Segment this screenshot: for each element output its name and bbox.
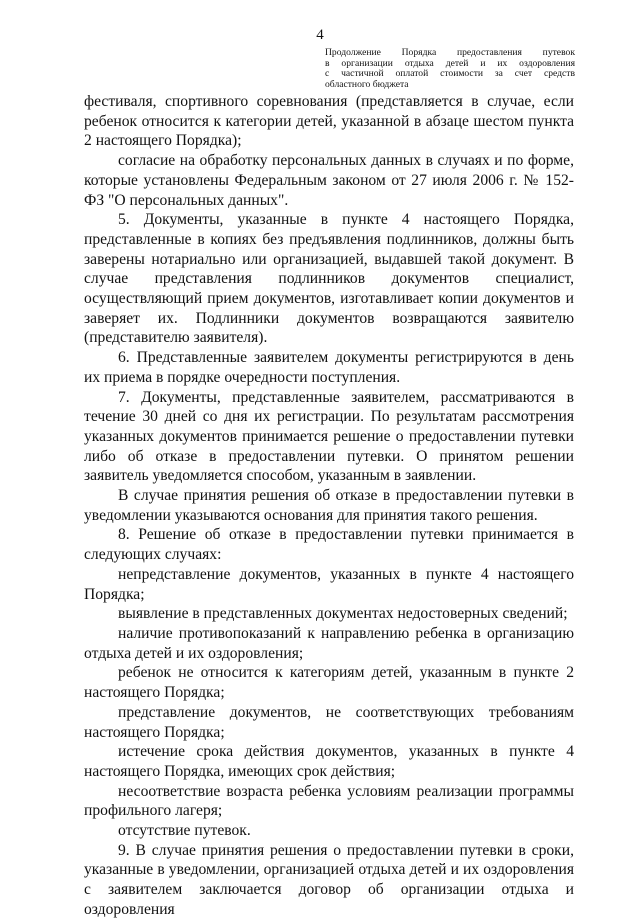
paragraph: фестиваля, спортивного соревнования (представляется в случае, если ребенок относится к категории детей, указанной в абзаце шестом пункта 2 настоящего Порядка); — [84, 93, 574, 150]
document-body — [84, 92, 574, 920]
paragraph: ребенок не относится к категориям детей, указанным в пункте 2 настоящего Порядка; — [84, 664, 574, 702]
paragraph: несоответствие возраста ребенка условиям реализации программы профильного лагеря; — [84, 782, 574, 820]
paragraph: истечение срока действия документов, указанных в пункте 4 настоящего Порядка, имеющих срок действия; — [84, 743, 574, 780]
running-header-line: в организации отдыха детей и их оздоровления — [325, 57, 575, 69]
running-header-line: Продолжение Порядка предоставления путевок — [325, 47, 575, 58]
running-header-line: областного бюджета — [325, 78, 409, 90]
paragraph: 9. В случае принятия решения о предоставлении путевки в сроки, указанные в уведомлении, организацией отдыха детей и их оздоровления с заявителем заключается договор об организации отдыха и оздоровления — [84, 841, 574, 918]
running-header-line: с частичной оплатой стоимости за счет средств — [325, 68, 575, 79]
paragraph: согласие на обработку персональных данных в случаях и по форме, которые установлены Федеральным законом от 27 июля 2006 г. № 152-ФЗ "О персональных данных". — [84, 152, 574, 209]
paragraph: 5. Документы, указанные в пункте 4 настоящего Порядка, представленные в копиях без предъявления подлинников, должны быть заверены нотариально или организацией, выдавшей такой документ. В случае представления подлинников документов специалист, осуществляющий прием документов, изготавливает копии документов и заверяет их. Подлинники документов возвращаются заявителю (представителю заявителя). — [84, 211, 574, 347]
paragraph: 7. Документы, представленные заявителем, рассматриваются в течение 30 дней со дня их регистрации. По результатам рассмотрения указанных документов принимается решение о предоставлении путевки либо об отказе в предоставлении путевки. О принятом решении заявитель уведомляется способом, указанным в заявлении. — [84, 388, 574, 485]
paragraph: 8. Решение об отказе в предоставлении путевки принимается в следующих случаях: — [84, 526, 574, 564]
paragraph: представление документов, не соответствующих требованиям настоящего Порядка; — [84, 703, 574, 741]
paragraph: непредставление документов, указанных в пункте 4 настоящего Порядка; — [84, 565, 574, 603]
running-header — [325, 48, 575, 90]
paragraph: наличие противопоказаний к направлению ребенка в организацию отдыха детей и их оздоровления; — [84, 624, 574, 662]
paragraph: 6. Представленные заявителем документы регистрируются в день их приема в порядке очередности поступления. — [84, 349, 574, 386]
page-number: 4 — [316, 27, 324, 43]
paragraph: отсутствие путевок. — [118, 822, 251, 840]
paragraph: В случае принятия решения об отказе в предоставлении путевки в уведомлении указываются основания для принятия такого решения. — [84, 487, 574, 524]
paragraph: выявление в представленных документах недостоверных сведений; — [118, 605, 568, 623]
